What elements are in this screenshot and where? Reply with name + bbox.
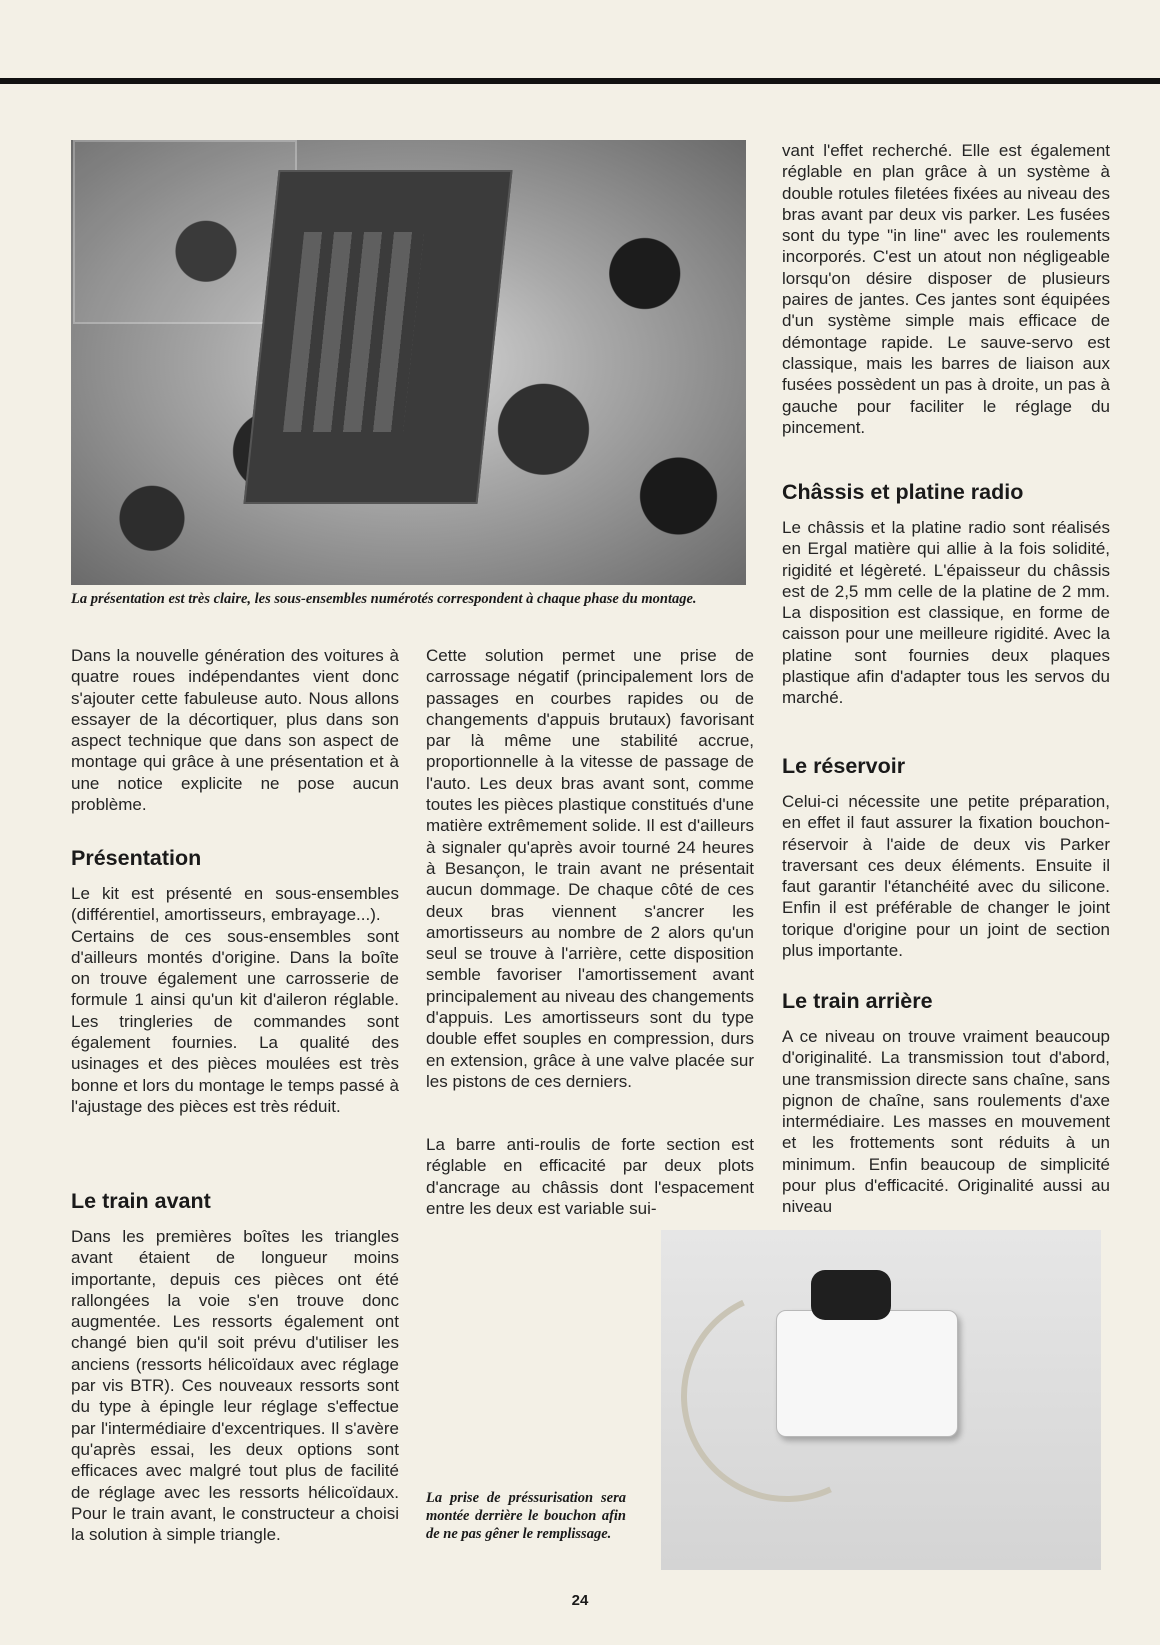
tank-cap	[811, 1270, 891, 1320]
chassis-plate	[243, 170, 512, 504]
fuel-tank-photo	[661, 1230, 1101, 1570]
fuel-tank	[776, 1310, 958, 1437]
train-avant-paragraph: Dans les premières boîtes les triangles avant étaient de longueur moins importante, depuis ces pièces ont été rallongées la voie s'en trouve donc augmentée. Les ressorts également ont changé bien qu'il soit prévu d'utiliser les anciens (ressorts hélicoïdaux avec réglage par vis BTR). Ces nouveaux ressorts sont du type à épingle leur réglage s'effectue par l'intermédiaire d'excentriques. Il s'avère qu'après essai, les deux options sont efficaces avec malgré tout plus de facilité de réglage avec les ressorts hélicoïdaux. Pour le train avant, le constructeur a choisi la solution à simple triangle.	[71, 1227, 399, 1545]
presentation-paragraph: Le kit est présenté en sous-ensembles (différentiel, amortisseurs, embrayage...). Certains de ces sous-ensembles sont d'ailleurs montés d'origine. Dans la boîte on trouve également une carrosserie de formule 1 ainsi qu'un kit d'aileron réglable. Les tringleries de commandes sont également fournies. La qualité des usinages et des pièces moulées est très bonne et lors du montage le temps passé à l'ajustage des pièces est très réduit.	[71, 884, 399, 1116]
page-number: 24	[571, 1592, 589, 1609]
kit-parts-photo	[71, 140, 746, 585]
heading-train-arriere: Le train arrière	[782, 989, 933, 1013]
chassis-paragraph: Le châssis et la platine radio sont réalisés en Ergal matière qui allie à la fois solidité, rigidité et légèreté. L'épaisseur du châssis est de 2,5 mm celle de la platine de 2 mm. La disposition est classique, en forme de caisson pour une meilleure rigidité. Avec la platine sont fournies deux plaques plastique afin d'adapter tous les servos du marché.	[782, 518, 1110, 708]
train-arriere-paragraph: A ce niveau on trouve vraiment beaucoup d'originalité. La transmission tout d'abord, une transmission directe sans chaîne, sans pignon de chaîne, sans roulements d'axe intermédiaire. Les masses en mouvement et les frottements sont réduits à un minimum. Enfin beaucoup de simplicité pour plus d'efficacité. Originalité aussi au niveau	[782, 1027, 1110, 1217]
column3-top-paragraph: vant l'effet recherché. Elle est également réglable en plan grâce à un système à double rotules filetées fixées au niveau des bras avant par deux vis parker. Les fusées sont du type "in line" avec les roulements incorporés. C'est un atout non négligeable lorsqu'on désire disposer de plusieurs paires de jantes. Ces jantes sont équipées d'un système simple mais efficace de démontage rapide. Le sauve-servo est classique, mais les barres de liaison aux fusées possèdent un pas à droite, un pas à gauche pour faciliter le réglage du pincement.	[782, 141, 1110, 437]
caption-kit-photo: La présentation est très claire, les sous-ensembles numérotés correspondent à chaque phase du montage.	[71, 591, 697, 607]
heading-chassis: Châssis et platine radio	[782, 480, 1024, 504]
reservoir-paragraph: Celui-ci nécessite une petite préparation, en effet il faut assurer la fixation bouchon-réservoir à l'aide de deux vis Parker traversant ces deux éléments. Ensuite il faut garantir l'étanchéité avec du silicone. Enfin il est préférable de changer le joint torique d'origine pour un joint de section plus importante.	[782, 792, 1110, 961]
caption-tank-photo: La prise de préssurisation sera montée derrière le bouchon afin de ne pas gêner le remplissage.	[426, 1490, 626, 1542]
column2-paragraph: Cette solution permet une prise de carrossage négatif (principalement lors de passages en courbes rapides ou de changements d'appuis brutaux) favorisant par là même une stabilité accrue, proportionnelle à la vitesse de passage de l'auto. Les deux bras avant sont, comme toutes les pièces plastique constitués d'une matière extrêmement solide. Il est d'ailleurs à signaler qu'après avoir tourné 24 heures à Besançon, le train avant ne présentait aucun dommage. De chaque côté de ces deux bras viennent s'ancrer les amortisseurs au nombre de 2 alors qu'un seul se trouve à l'arrière, cette disposition semble favoriser l'amortissement avant principalement au niveau des changements d'appuis. Les amortisseurs sont du type double effet souples en compression, durs en extension, grâce à une valve placée sur les pistons de ces derniers.	[426, 646, 754, 1091]
kit-box	[73, 140, 297, 324]
antiroll-paragraph: La barre anti-roulis de forte section est réglable en efficacité par deux plots d'ancrage au châssis dont l'espacement entre les deux est variable sui-	[426, 1135, 754, 1218]
intro-paragraph: Dans la nouvelle génération des voitures à quatre roues indépendantes vient donc s'ajouter cette fabuleuse auto. Nous allons essayer de la décortiquer, plus dans son aspect technique que dans son aspect de montage qui grâce à une présentation et à une notice explicite ne pose aucun problème.	[71, 646, 399, 815]
heading-reservoir: Le réservoir	[782, 754, 906, 778]
heading-presentation: Présentation	[71, 846, 202, 870]
top-rule	[0, 78, 1160, 84]
heading-train-avant: Le train avant	[71, 1189, 211, 1213]
